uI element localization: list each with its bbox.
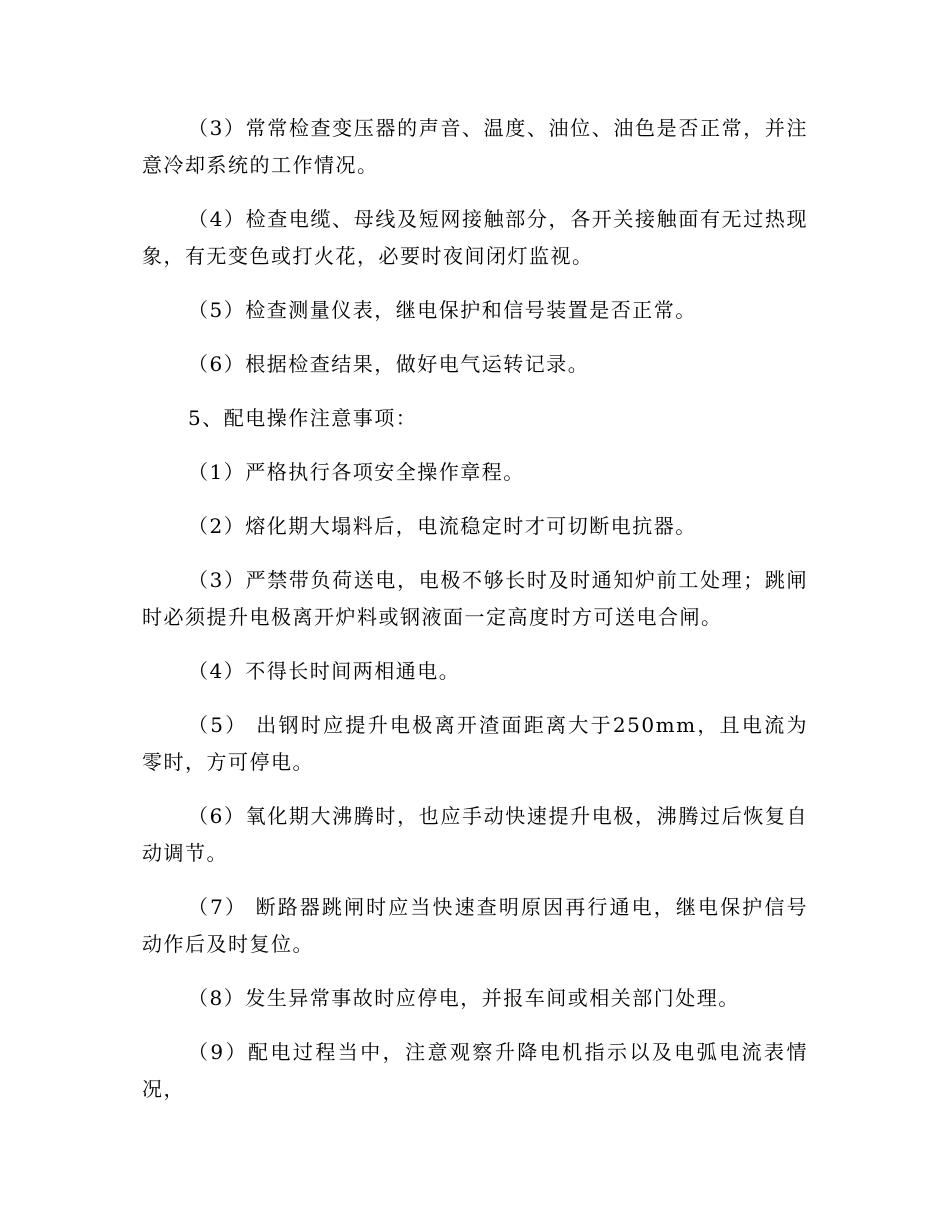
paragraph-check-transformer: （3）常常检查变压器的声音、温度、油位、油色是否正常，并注意冷却系统的工作情况。	[142, 116, 808, 177]
paragraph-no-load-power: （3）严禁带负荷送电，电极不够长时及时通知炉前工处理；跳闸时必须提升电极离开炉料或钢液面一定高度时方可送电合闸。	[142, 568, 808, 629]
paragraph-record: （6）根据检查结果，做好电气运转记录。	[188, 352, 590, 376]
paragraph-breaker-trip: （7） 断路器跳闸时应当快速查明原因再行通电，继电保护信号动作后及时复位。	[142, 895, 808, 956]
paragraph-safety-rules: （1）严格执行各项安全操作章程。	[188, 460, 525, 484]
paragraph-check-cables: （4）检查电缆、母线及短网接触部分，各开关接触面有无过热现象，有无变色或打火花，必要时夜间闭灯监视。	[142, 207, 808, 268]
paragraph-boiling: （6）氧化期大沸腾时，也应手动快速提升电极，沸腾过后恢复自动调节。	[142, 804, 808, 865]
section-heading-operation-notes: 5、配电操作注意事项：	[188, 406, 418, 430]
paragraph-tapping: （5） 出钢时应提升电极离开渣面距离大于250mm，且电流为零时，方可停电。	[142, 713, 808, 774]
document-body	[142, 110, 808, 1125]
paragraph-abnormal-accident: （8）发生异常事故时应停电，并报车间或相关部门处理。	[188, 986, 740, 1010]
paragraph-two-phase: （4）不得长时间两相通电。	[188, 659, 461, 683]
paragraph-reactor-cutoff: （2）熔化期大塌料后，电流稳定时才可切断电抗器。	[188, 514, 697, 538]
paragraph-check-instruments: （5）检查测量仪表，继电保护和信号装置是否正常。	[188, 298, 697, 322]
paragraph-observe-meters: （9）配电过程当中，注意观察升降电机指示以及电弧电流表情况，	[142, 1040, 808, 1101]
